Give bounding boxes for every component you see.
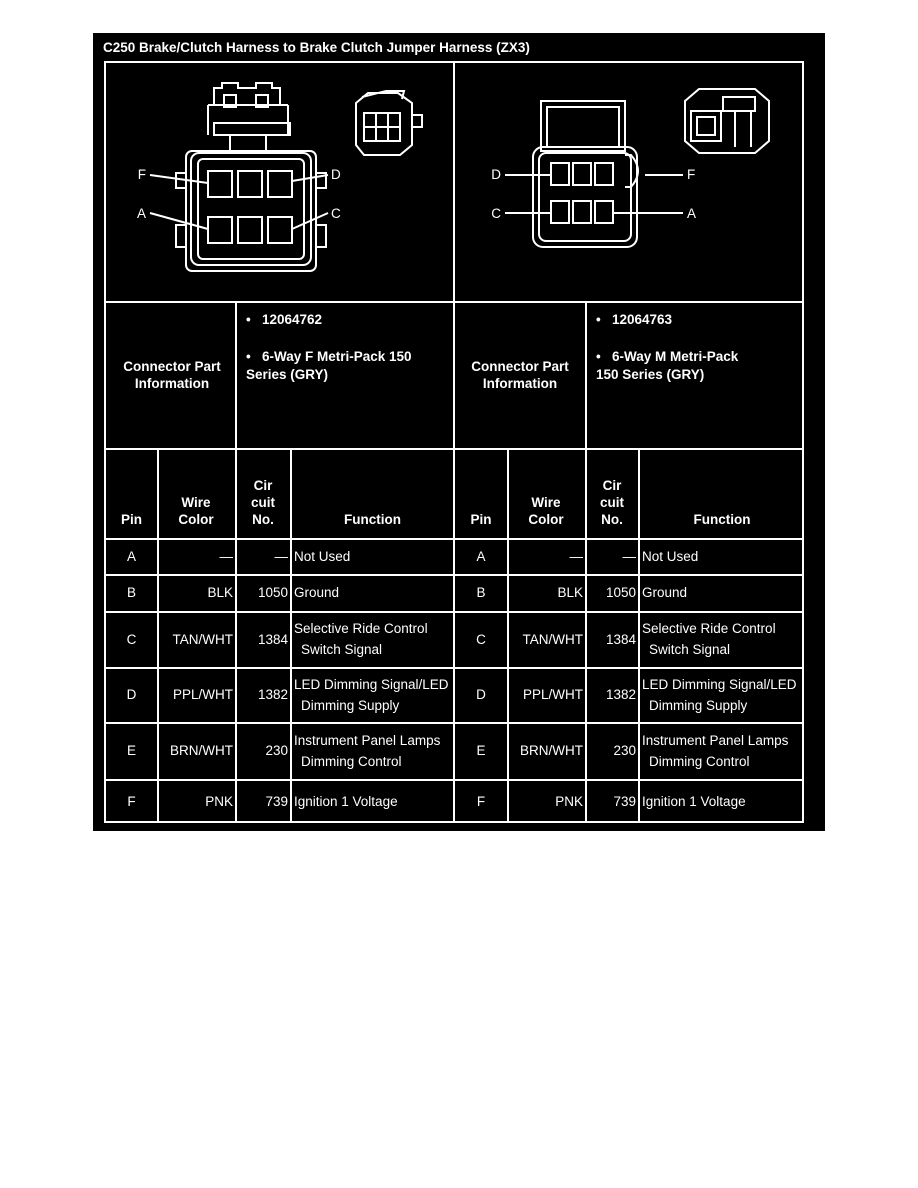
function-text-continued: Dimming Supply xyxy=(649,697,748,713)
panel-title: C250 Brake/Clutch Harness to Brake Clutch Jumper Harness (ZX3) xyxy=(103,40,530,55)
wire-color-cell: BRN/WHT xyxy=(520,743,583,759)
function-text-continued: Dimming Control xyxy=(301,753,402,769)
connector-panel xyxy=(93,33,825,831)
header-pin: Pin xyxy=(120,512,142,528)
wire-color-cell: PPL/WHT xyxy=(522,687,583,703)
circuit-cell: — xyxy=(622,548,636,564)
header-wire-color: Wire Color xyxy=(178,495,214,528)
circuit-cell: 1050 xyxy=(605,585,636,601)
right-part-number: • 12064763 xyxy=(596,312,673,327)
wire-color-cell: PNK xyxy=(555,793,583,809)
function-text-continued: Switch Signal xyxy=(301,642,383,657)
wire-color-cell: BLK xyxy=(557,585,583,601)
function-text: Ignition 1 Voltage xyxy=(294,793,398,809)
bullet: • xyxy=(246,349,251,364)
function-text: LED Dimming Signal/LED xyxy=(642,676,797,692)
circuit-cell: — xyxy=(274,548,288,564)
pin-cell: E xyxy=(476,743,486,759)
function-cell xyxy=(640,724,804,779)
function-cell xyxy=(640,669,804,722)
right-part-description: • 6-Way M Metri-Pack 150 Series (GRY) xyxy=(596,349,739,383)
bullet: • xyxy=(246,312,251,327)
wire-color-cell: — xyxy=(219,548,233,564)
function-text: Selective Ride Control xyxy=(294,621,428,637)
pin-cell: D xyxy=(126,687,137,703)
function-cell xyxy=(292,576,453,611)
function-text-continued: Dimming Supply xyxy=(301,697,400,713)
wire-color-cell: BLK xyxy=(207,585,233,601)
header-function: Function xyxy=(693,512,751,528)
function-cell xyxy=(640,781,804,823)
left-part-number: • 12064762 xyxy=(246,312,323,327)
function-text-continued: Switch Signal xyxy=(649,642,731,657)
function-cell xyxy=(292,540,453,574)
header-wire-color: Wire Color xyxy=(528,495,564,528)
function-text: Ground xyxy=(642,585,688,601)
function-text: Instrument Panel Lamps xyxy=(294,732,441,748)
right-pin-label-a: A xyxy=(687,206,697,221)
male-connector-diagram xyxy=(455,63,804,301)
wire-color-cell: TAN/WHT xyxy=(522,631,583,647)
circuit-cell: 1382 xyxy=(257,687,288,703)
pin-cell: F xyxy=(127,793,136,809)
function-text: Selective Ride Control xyxy=(642,621,776,637)
right-pin-label-c: C xyxy=(491,206,501,221)
left-pin-label-c: C xyxy=(331,206,341,221)
pin-cell: B xyxy=(126,585,136,601)
right-pin-label-d: D xyxy=(491,167,501,182)
function-text: Not Used xyxy=(642,548,699,564)
header-circuit-no: Cir cuit No. xyxy=(599,478,624,528)
circuit-cell: 1384 xyxy=(605,631,636,647)
function-text: Ignition 1 Voltage xyxy=(642,793,746,809)
pin-cell: F xyxy=(476,793,486,809)
pin-cell: A xyxy=(476,548,486,564)
function-text: Ground xyxy=(294,585,340,601)
pin-cell: C xyxy=(476,631,486,647)
header-circuit-no: Cir cuit No. xyxy=(250,478,275,528)
right-pin-label-f: F xyxy=(687,167,696,182)
header-pin: Pin xyxy=(470,512,492,528)
function-cell xyxy=(292,669,453,722)
circuit-cell: 230 xyxy=(265,743,288,759)
function-cell xyxy=(640,613,804,667)
wire-color-cell: — xyxy=(569,548,583,564)
connector-table xyxy=(104,61,804,823)
left-part-description: • 6-Way F Metri-Pack 150 Series (GRY) xyxy=(246,349,412,383)
right-connector-info-label: Connector Part Information xyxy=(471,358,569,391)
function-cell xyxy=(640,576,804,611)
pin-cell: A xyxy=(126,548,136,564)
bullet: • xyxy=(596,349,601,364)
bullet: • xyxy=(596,312,601,327)
pin-cell: D xyxy=(476,687,486,703)
function-text: LED Dimming Signal/LED xyxy=(294,676,449,692)
function-text: Instrument Panel Lamps xyxy=(642,732,789,748)
function-cell xyxy=(292,613,453,667)
function-cell xyxy=(292,724,453,779)
header-function: Function xyxy=(344,512,401,528)
wire-color-cell: PNK xyxy=(205,793,233,809)
left-pin-label-f: F xyxy=(137,167,146,182)
left-pin-label-d: D xyxy=(331,167,341,182)
wire-color-cell: PPL/WHT xyxy=(172,687,233,703)
left-connector-info-label: Connector Part Information xyxy=(123,358,221,391)
pin-cell: E xyxy=(126,743,136,759)
wire-color-cell: TAN/WHT xyxy=(172,631,233,647)
circuit-cell: 1050 xyxy=(257,585,288,601)
circuit-cell: 1384 xyxy=(257,631,288,647)
function-cell xyxy=(640,540,804,574)
function-text-continued: Dimming Control xyxy=(649,753,750,769)
function-cell xyxy=(292,781,453,823)
function-text: Not Used xyxy=(294,548,351,564)
circuit-cell: 739 xyxy=(613,793,636,809)
female-connector-diagram xyxy=(106,63,453,301)
wire-color-cell: BRN/WHT xyxy=(170,743,233,759)
circuit-cell: 230 xyxy=(613,743,636,759)
circuit-cell: 1382 xyxy=(605,687,636,703)
pin-cell: B xyxy=(476,585,486,601)
circuit-cell: 739 xyxy=(265,793,288,809)
left-pin-label-a: A xyxy=(136,206,146,221)
pin-cell: C xyxy=(126,631,137,647)
